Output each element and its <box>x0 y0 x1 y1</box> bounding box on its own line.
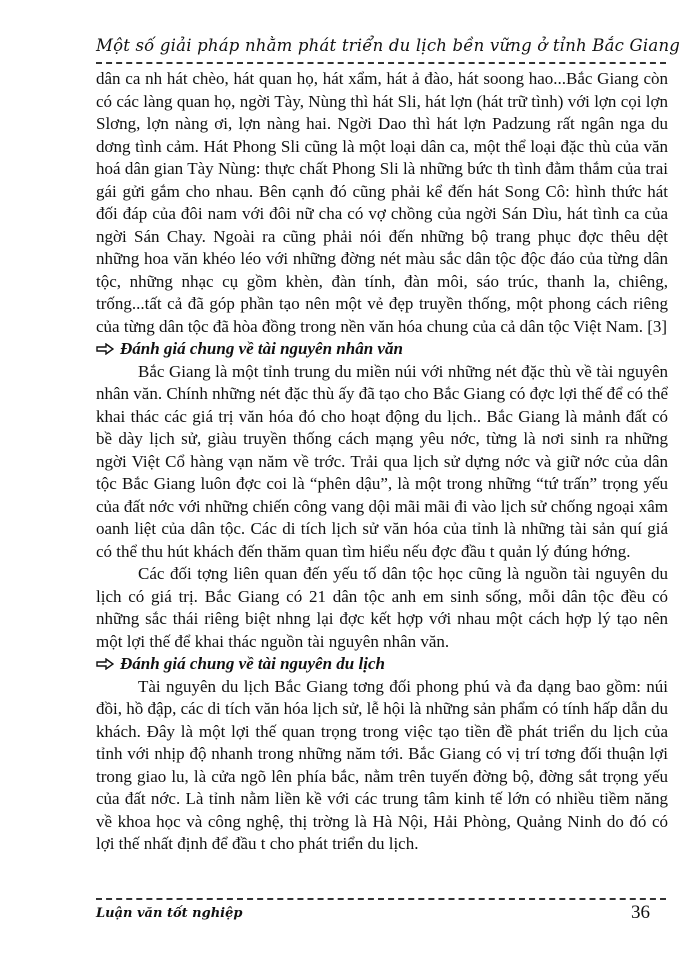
running-header-title: Một số giải pháp nhằm phát triển du lịch bền vững ở tỉnh Bắc Giang <box>96 36 681 55</box>
header-divider <box>96 62 666 64</box>
intro-paragraph: dân ca nh hát chèo, hát quan họ, hát xẩm, hát ả đào, hát soong hao...Bắc Giang còn có các làng quan họ, ngời Tày, Nùng thì hát Sli, hát lợn (hát trữ tình) với lợn cọi lợn Slơng, lợn nàng ơi, lợn nàng hai. Ngời Dao thì hát lợn Padzung rất ngân nga du dơng tình cảm. Hát Phong Sli cũng là một loại dân ca, một thể loại đặc thù của văn hoá dân gian Tày Nùng: thực chất Phong Sli là những bức th tình đằm thắm của trai gái gửi gắm cho nhau. Bên cạnh đó cũng phải kể đến hát Song Cô: hình thức hát đối đáp của đôi nam với đôi nữ cha có vợ chồng của ngời Sán Dìu, hát tình ca của ngời Sán Chay. Ngoài ra cũng phải nói đến những bộ trang phục đợc thêu dệt những hoa văn khéo léo với những đờng nét màu sắc dân tộc độc đáo của từng dân tộc, những nhạc cụ gồm khèn, đàn tính, đàn môi, sáo trúc, thanh la, chiêng, trống...tất cả đã góp phần tạo nên một vẻ đẹp truyền thống, một phong cách riêng của từng dân tộc đã hòa đồng trong nền văn hóa chung của cả dân tộc Việt Nam. [3] <box>96 69 668 336</box>
paragraph: Các đối tợng liên quan đến yếu tố dân tộc học cũng là nguồn tài nguyên du lịch có giá trị. Bắc Giang có 21 dân tộc anh em sinh sống, mỗi dân tộc đều có những sắc thái riêng biệt nhng lại đợc kết hợp với nhau một cách hợp lý tạo nên một lợi thế để khai thác nguồn tài nguyên nhân văn. <box>96 564 668 651</box>
section-heading-label: Đánh giá chung về tài nguyên du lịch <box>120 654 385 673</box>
paragraph: Tài nguyên du lịch Bắc Giang tơng đối phong phú và đa dạng bao gồm: núi đồi, hồ đập, các di tích văn hóa lịch sử, lễ hội là những sản phẩm có tính hấp dẫn du khách. Đây là một lợi thế quan trọng trong việc tạo tiền đề phát triển du lịch của tỉnh với nhịp độ nhanh trong những năm tới. Bắc Giang có vị trí tơng đối thuận lợi trong giao lu, là cửa ngõ lên phía bắc, nằm trên tuyến đờng bộ, đờng sắt trọng yếu của đất nớc. Là tỉnh nằm liền kề với các trung tâm kinh tế lớn có nhiều tiềm năng về khoa học và công nghệ, thị trờng là Hà Nội, Hải Phòng, Quảng Ninh do đó có lợi thế nhất định để đầu t cho phát triển du lịch. <box>96 676 668 853</box>
paragraph: Bắc Giang là một tỉnh trung du miền núi với những nét đặc thù về tài nguyên nhân văn. Chính những nét đặc thù ấy đã tạo cho Bắc Giang có đợc lợi thế để có thể khai thác các giá trị văn hóa đó cho hoạt động du lịch.. Bắc Giang là mảnh đất có bề dày lịch sử, giàu truyền thống cách mạng yêu nớc, từng là nơi sinh ra những ngời Việt Cổ hàng vạn năm về trớc. Trải qua lịch sử dựng nớc và giữ nớc của dân tộc Bắc Giang luôn đợc coi là “phên dậu”, là một trong những “tứ trấn” trọng yếu của đất nớc với những chiến công vang dội mãi mãi đi vào lịch sử chống ngoại xâm oanh liệt của dân tộc. Các di tích lịch sử văn hóa của tỉnh là những tài sản quí giá có thể thu hút khách đến thăm quan tìm hiểu nếu đợc đầu t quản lý đúng hớng. <box>96 361 668 561</box>
right-arrow-icon <box>96 658 114 670</box>
section-heading-label: Đánh giá chung về tài nguyên nhân văn <box>120 339 403 358</box>
body-text <box>96 68 668 856</box>
footer-divider <box>96 898 666 900</box>
footer-label: Luận văn tốt nghiệp <box>96 906 243 921</box>
page-number: 36 <box>631 902 650 923</box>
section-heading-du-lich <box>96 653 668 676</box>
right-arrow-icon <box>96 343 114 355</box>
section-heading-nhan-van <box>96 338 668 361</box>
